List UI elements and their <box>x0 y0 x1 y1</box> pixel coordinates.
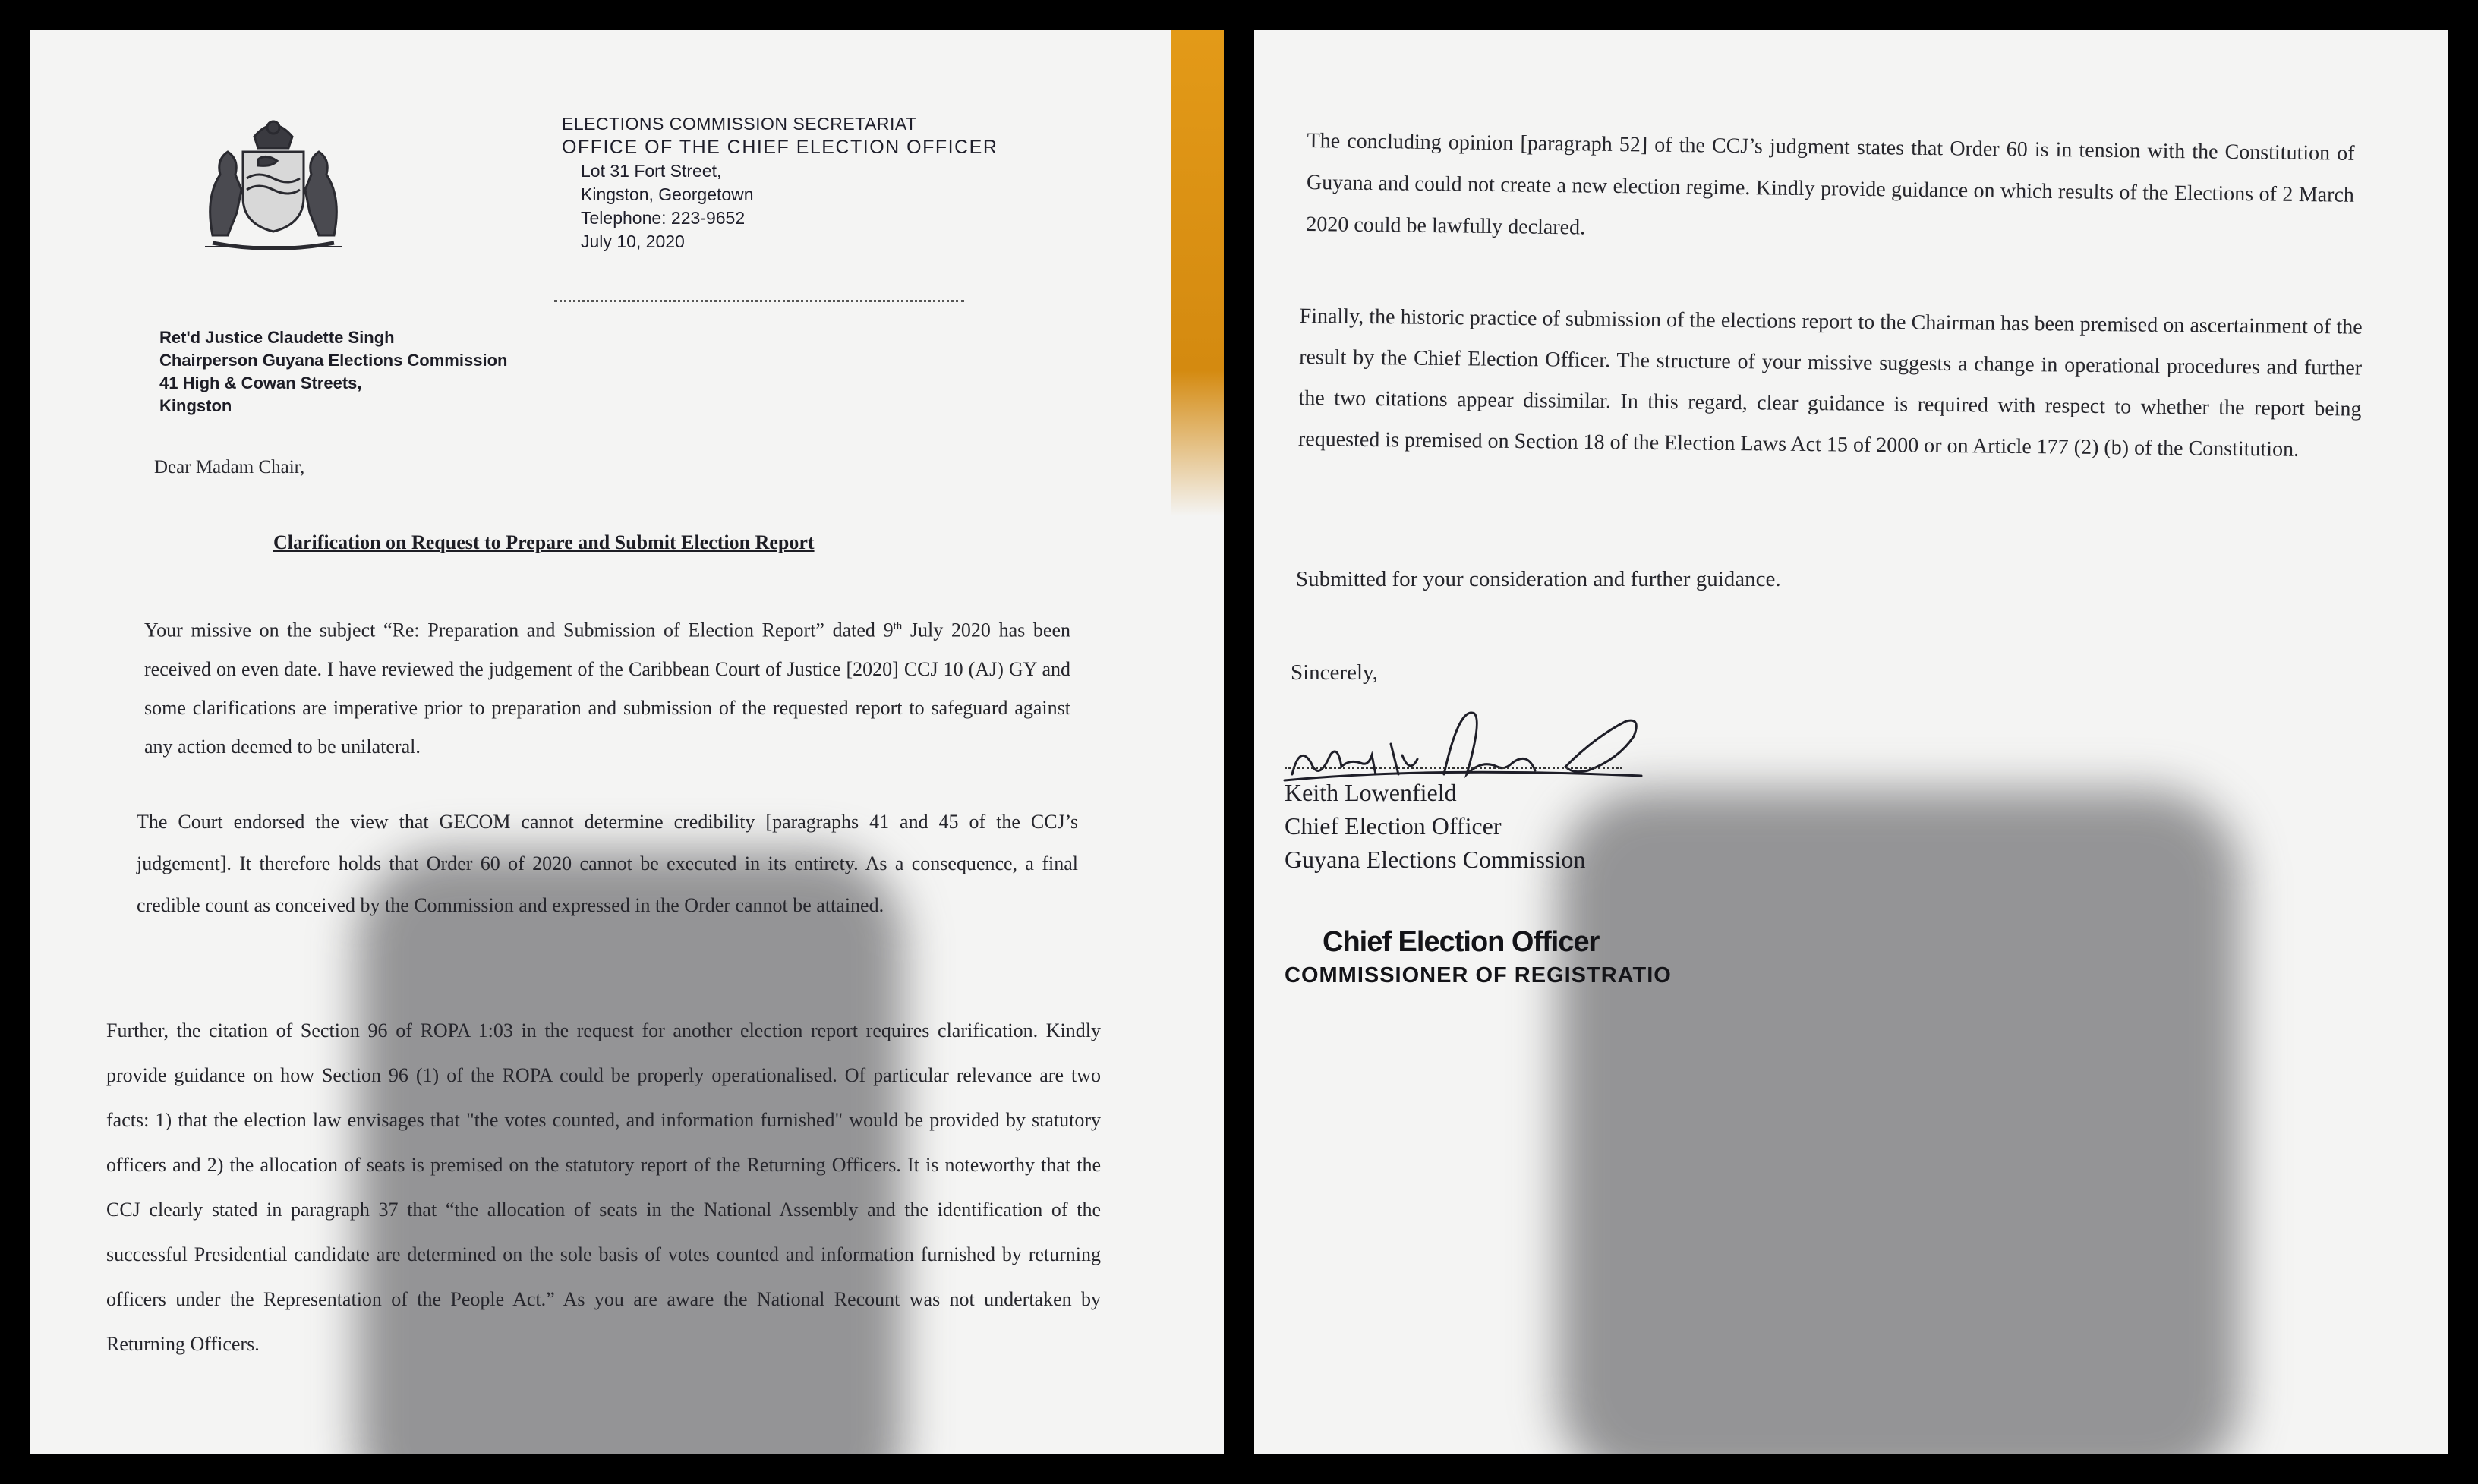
addressee-city: Kingston <box>159 396 232 415</box>
salutation: Dear Madam Chair, <box>154 457 305 477</box>
telephone-line: Telephone: 223-9652 <box>581 208 746 228</box>
official-stamp <box>1285 926 1672 988</box>
signer-name: Keith Lowenfield <box>1285 779 1457 806</box>
signer-organization: Guyana Elections Commission <box>1285 846 1586 873</box>
signer-block <box>1285 776 1585 876</box>
phone-shadow <box>1558 789 2241 1454</box>
letter-page-2 <box>1254 30 2448 1454</box>
header-divider <box>554 300 964 302</box>
addressee-name: Ret'd Justice Claudette Singh <box>159 328 395 347</box>
folder-edge <box>1171 30 1224 516</box>
paragraph-5: Finally, the historic practice of submission of the elections report to the Chairman has been premised on ascertainment of the result by the Chief Election Officer. The structure of your missive suggests a change in operational procedures and further the two citations appear dissimilar. In this regard, clear guidance is required with respect to whether the report being requested is premised on Section 18 of the Election Laws Act 15 of 2000 or on Article 177 (2) (b) of the Constitution. <box>1297 304 2363 462</box>
paragraph-6: Submitted for your consideration and further guidance. <box>1296 567 1781 591</box>
stamp-subtitle: COMMISSIONER OF REGISTRATIO <box>1285 963 1672 988</box>
subject-line: Clarification on Request to Prepare and Submit Election Report <box>273 531 815 553</box>
stamp-title: Chief Election Officer <box>1323 926 1600 958</box>
paragraph-2: The Court endorsed the view that GECOM cannot determine credibility [paragraphs 41 and 45 of the CCJ’s judgement]. It therefore holds that Order 60 of 2020 cannot be executed in its entirety. As a consequence, a final credible count as conceived by the Commission and expressed in the Order cannot be attained. <box>137 811 1078 916</box>
addressee-street: 41 High & Cowan Streets, <box>159 373 362 392</box>
signer-title: Chief Election Officer <box>1285 812 1502 840</box>
paragraph-3: Further, the citation of Section 96 of ROPA 1:03 in the request for another election report requires clarification. Kindly provide guidance on how Section 96 (1) of the ROPA could be properly operationalised. Of particular relevance are two facts: 1) that the election law envisages that "the votes counted, and information furnished" would be provided by statutory officers and 2) the allocation of seats is premised on the statutory report of the Returning Officers. It is noteworthy that the CCJ clearly stated in paragraph 37 that “the allocation of seats in the National Assembly and the identification of the successful Presidential candidate are determined on the sole basis of votes counted and information furnished by returning officers under the Representation of the People Act.” As you are aware the National Recount was not undertaken by Returning Officers. <box>106 1019 1101 1355</box>
letterhead <box>562 112 1108 254</box>
letter-page-1 <box>30 30 1224 1454</box>
paragraph-1: Your missive on the subject “Re: Preparation and Submission of Election Report” dated 9th July 2020 has been received on even date. I have reviewed the judgement of the Caribbean Court of Justice [2020] CCJ 10 (AJ) GY and some clarifications are imperative prior to preparation and submission of the requested report to safeguard against any action deemed to be unilateral. <box>144 619 1070 758</box>
office-name: OFFICE OF THE CHIEF ELECTION OFFICER <box>562 137 998 158</box>
address-line: Lot 31 Fort Street, <box>581 161 722 181</box>
signature-line <box>1285 767 1622 769</box>
guyana-coat-of-arms-icon <box>182 106 364 258</box>
address-line: Kingston, Georgetown <box>581 184 754 204</box>
paragraph-4: The concluding opinion [paragraph 52] of the CCJ’s judgment states that Order 60 is in tension with the Constitution of Guyana and could not create a new election regime. Kindly provide guidance on which results of the Elections of 2 March 2020 could be lawfully declared. <box>1306 128 2355 240</box>
closing: Sincerely, <box>1291 660 1378 685</box>
addressee-title: Chairperson Guyana Elections Commission <box>159 351 508 370</box>
secretariat-name: ELECTIONS COMMISSION SECRETARIAT <box>562 114 917 134</box>
letter-date: July 10, 2020 <box>581 232 685 251</box>
addressee-block <box>159 326 691 417</box>
